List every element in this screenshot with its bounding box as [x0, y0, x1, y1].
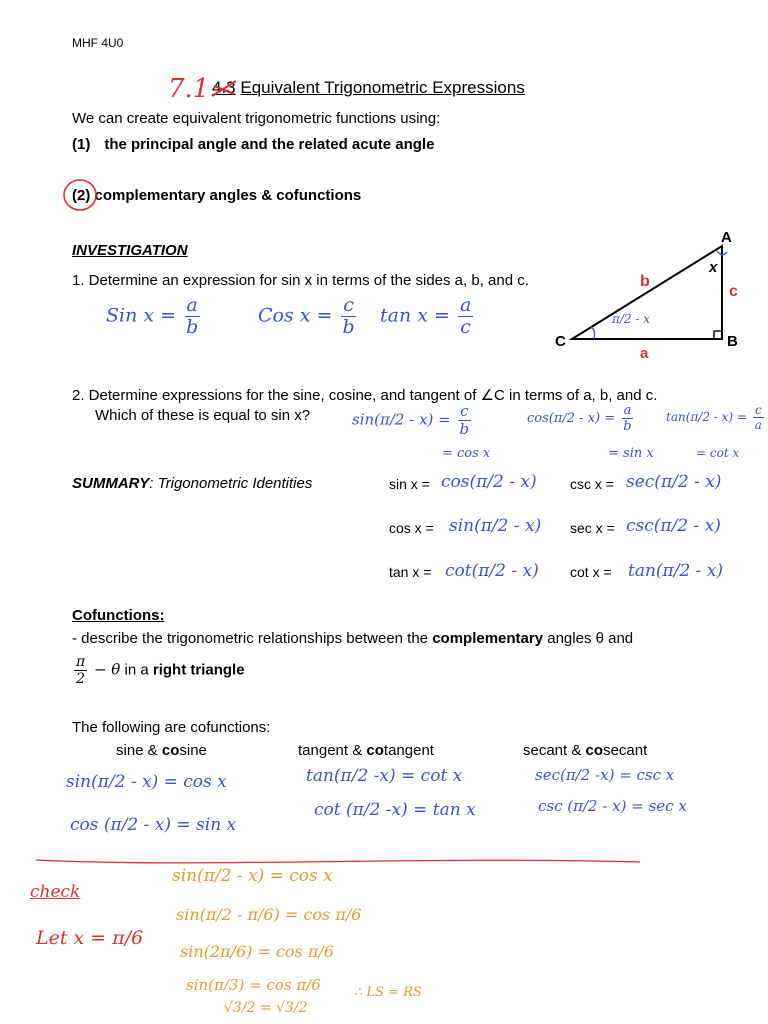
crossed-out-number: 4.3: [212, 78, 236, 98]
cofunction-sine-1: sin(π/2 - x) = cos x: [66, 772, 227, 792]
vertex-a-label: A: [721, 229, 732, 246]
intro-item-1: (1) the principal angle and the related acute angle: [72, 136, 435, 153]
cofunction-tan-1: tan(π/2 -x) = cot x: [306, 766, 463, 786]
check-line-4: sin(π/3) = cos π/6: [186, 976, 321, 994]
summary-row-3-right-label: cot x =: [570, 564, 612, 580]
answer-tan-c-equals: = cot x: [696, 446, 740, 460]
summary-row-1-right-value: sec(π/2 - x): [626, 472, 722, 492]
summary-row-2-left-label: cos x =: [389, 520, 434, 536]
pair-tangent-cotangent: tangent & cotangent: [298, 742, 434, 759]
check-conclusion: ∴ LS = RS: [354, 985, 422, 1000]
intro-sentence: We can create equivalent trigonometric functions using:: [72, 110, 441, 127]
strike-mark-icon: [210, 78, 240, 100]
pair-secant-cosecant: secant & cosecant: [523, 742, 648, 759]
summary-row-1-left-label: sin x =: [389, 476, 430, 492]
check-line-5: √3/2 = √3/2: [224, 1000, 308, 1016]
cofunction-sine-2: cos (π/2 - x) = sin x: [70, 815, 237, 835]
side-b-label: b: [640, 273, 650, 290]
summary-row-2-left-value: sin(π/2 - x): [449, 516, 542, 536]
summary-row-3-right-value: tan(π/2 - x): [628, 561, 724, 581]
answer-sin-c: sin(π/2 - x) = $\frac{c}{b}$: [352, 402, 470, 438]
answer-cos-c-equals: = sin x: [608, 446, 654, 461]
answer-tan-c: tan(π/2 - x) = $\frac{c}{a}$: [666, 403, 762, 432]
vertex-b-label: B: [727, 333, 738, 350]
angle-x-label: x: [709, 259, 718, 276]
cofunctions-heading: Cofunctions:: [72, 607, 165, 624]
answer-tan-x: tan x = $\frac{a}{c}$: [380, 294, 472, 338]
vertex-c-label: C: [555, 333, 566, 350]
summary-row-1-left-value: cos(π/2 - x): [441, 472, 537, 492]
side-a-label: a: [640, 345, 649, 362]
summary-row-3-left-value: cot(π/2 - x): [445, 561, 539, 581]
cofunctions-description-line-2: $\frac{\pi}{2}$ − θ in a right triangle: [76, 654, 245, 687]
question-1: 1. Determine an expression for sin x in terms of the sides a, b, and c.: [72, 272, 529, 289]
summary-row-2-right-label: sec x =: [570, 520, 615, 536]
question-2-line-2: Which of these is equal to sin x?: [95, 407, 311, 424]
cofunction-sec-1: sec(π/2 -x) = csc x: [535, 766, 675, 784]
cofunctions-description: - describe the trigonometric relationships between the complementary angles θ and: [72, 630, 634, 647]
course-code: MHF 4U0: [72, 36, 124, 50]
summary-row-3-left-label: tan x =: [389, 564, 432, 580]
check-label: check: [30, 882, 81, 902]
cofunctions-intro: The following are cofunctions:: [72, 719, 271, 736]
handwritten-section-number: 7.1: [168, 74, 210, 104]
check-let-x: Let x = π/6: [36, 927, 144, 949]
intro-item-2: (2) complementary angles & cofunctions: [72, 187, 362, 204]
question-2-line-1: 2. Determine expressions for the sine, cosine, and tangent of ∠C in terms of a, b, and c.: [72, 387, 658, 404]
check-line-3: sin(2π/6) = cos π/6: [180, 942, 334, 961]
page-title: 4.3 Equivalent Trigonometric Expressions: [212, 78, 525, 98]
check-line-2: sin(π/2 - π/6) = cos π/6: [176, 905, 362, 924]
summary-row-2-right-value: csc(π/2 - x): [626, 516, 721, 536]
side-c-label: c: [729, 283, 738, 300]
answer-cos-x: Cos x = $\frac{c}{b}$: [258, 294, 355, 338]
summary-row-1-right-label: csc x =: [570, 476, 614, 492]
angle-c-label: π/2 - x: [612, 312, 651, 326]
cofunction-sec-2: csc (π/2 - x) = sec x: [538, 797, 687, 815]
investigation-heading: INVESTIGATION: [72, 242, 188, 259]
answer-cos-c: cos(π/2 - x) = $\frac{a}{b}$: [527, 403, 632, 434]
check-line-1: sin(π/2 - x) = cos x: [172, 866, 333, 886]
answer-sin-x: Sin x = $\frac{a}{b}$: [106, 294, 199, 338]
summary-heading: SUMMARY: Trigonometric Identities: [72, 475, 313, 492]
answer-sin-c-equals: = cos x: [442, 446, 491, 461]
pair-sine-cosine: sine & cosine: [116, 742, 207, 759]
cofunction-tan-2: cot (π/2 -x) = tan x: [314, 800, 476, 820]
